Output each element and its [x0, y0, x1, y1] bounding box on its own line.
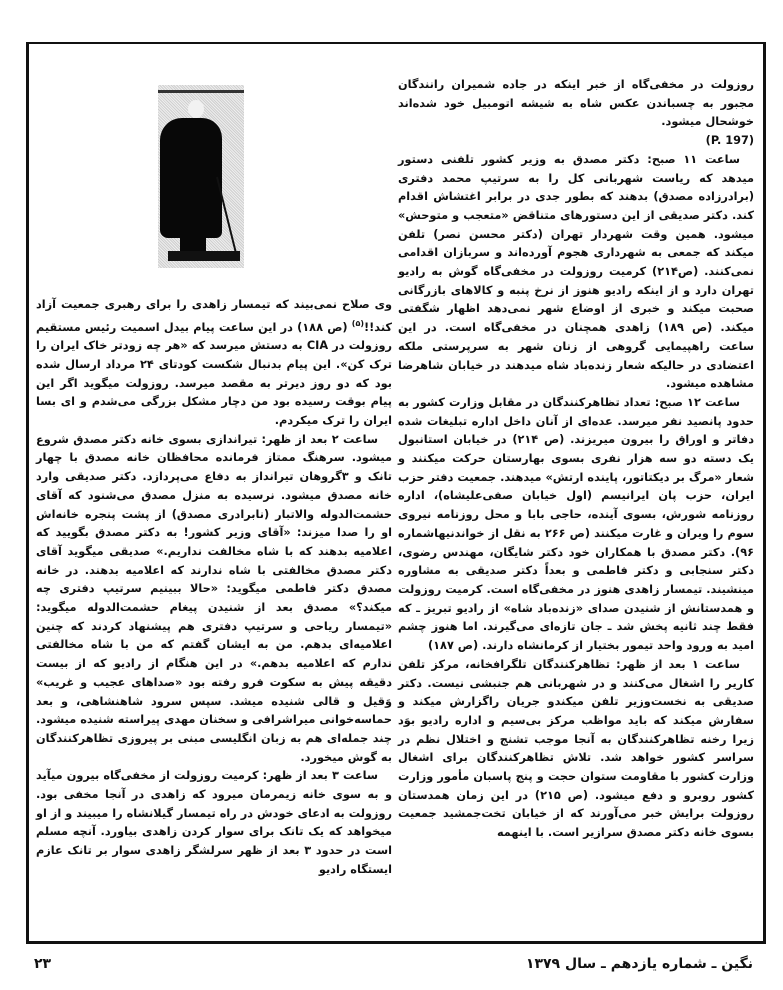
paragraph: ساعت ۱ بعد از ظهر: تظاهرکنندگان تلگرافخانه، مرکز تلفن کاریر را اشغال می‌کنند و در شهربانی هم جنبشی نیست. دکتر صدیقی به نخست‌وزیر تلفن میکندو جریان راگزارش میکند و سفارش میکند که باید مواظب مرکز بی‌سیم و اداره رادیو بوَد زیرا رخنه تظاهرکنندگان به آنجا موجب تشنج و اختلال نظم در سراسر کشور خواهد شد. تلاش تظاهرکنندگان برای اشغال وزارت کشور با مقاومت ستوان حجت و پنج پاسبان مأمور وزارت کشور روبرو و دفع میشود. (ص ۲۱۵) در این زمان همدستان روزولت برایش خبر می‌آورند که از خیابان تخت‌جمشید جمعیت بسوی خانه دکتر مصدق سرازیر است. با اینهمه [398, 657, 754, 840]
paragraph: روزولت در مخفی‌گاه از خبر اینکه در جاده شمیران رانندگان مجبور به چسباندن عکس شاه به شیشه اتومبیل خود شده‌اند خوشحال میشود. [398, 78, 754, 129]
page-number: ۲۳ [34, 956, 52, 972]
left-column [36, 296, 392, 880]
photo-ground-shadow [168, 251, 240, 261]
photo-figure-coat [160, 118, 222, 238]
paragraph: ساعت ۱۱ صبح: دکتر مصدق به وزیر کشور تلفنی دستور میدهد که ریاست شهربانی کل را به سرتیپ محمد دفتری (برادرزاده مصدق) بدهند که بطور جدی در برابر اغتشاش اقدام کند. دکتر صدیقی از این دستورهای متناقض «متعجب و متوحش» میشود. همین وقت شهردار تهران (دکتر محسن نصر) تلفن میکند که جمعی به شهرداری هجوم آورده‌اند و سربازان اقدامی نمی‌کنند. (ص۲۱۴) کرمیت روزولت در مخفی‌گاه گوش به رادیو تهران دارد و از اینکه رادیو هنوز از نرخ پنبه و کالاهای بازرگانی صحبت میکند و خبری از اوضاع شهر نمی‌دهد اظهار شگفتی میکند. (ص ۱۸۹) زاهدی همچنان در مخفی‌گاه است. در این ساعت راهپیمایی گروهی از زنان شهر به سرپرستی ملکه اعتضادی در حالیکه شعار زنده‌باد شاه میدهند در خیابان شاهرضا مشاهده میشود. [398, 152, 754, 391]
photo-figure-legs [180, 235, 206, 251]
footnote-marker[interactable]: (۵) [351, 318, 364, 328]
paragraph: ساعت ۳ بعد از ظهر: کرمیت روزولت از مخفی‌گاه بیرون میآید و به سوی خانه زیمرمان میرود که زاهدی در آنجا مخفی بود. روزولت به ادعای خودش در راه تیمسار گیلانشاه را میبیند و از او میخواهد که یک تانک برای سوار کردن زاهدی بیاورد. آنچه مسلم است در حدود ۳ بعد از ظهر سرلشگر زاهدی سوار بر تانک عازم ایستگاه رادیو [36, 769, 392, 876]
paragraph: ساعت ۲ بعد از ظهر: تیراندازی بسوی خانه دکتر مصدق شروع میشود. سرهنگ ممتاز فرمانده محافظان خانه مصدق با چهار تانک و ۳گروهان تیرانداز به دفاع می‌پردازد. دکتر صدیقی وارد خانه مصدق میشود. نرسیده به منزل مصدق می‌شنود که آقای حشمت‌الدوله والاتبار (نابرادری مصدق) از پشت پنجره خانه‌اش او را صدا میزند: «آقای وزیر کشور! به دکتر مصدق بگویید که اعلامیه بدهند که با شاه مخالفت نداریم.» صدیقی میگوید آقای دکتر مصدق مخالفتی با شاه ندارند که اعلامیه بدهند. در خانه مصدق دکتر فاطمی میگوید: «حالا ببینیم سرتیپ دفتری چه میکند؟» مصدق بعد از شنیدن پیغام حشمت‌الدوله میگوید: «تیمسار ریاحی و سرتیپ دفتری هم پیشنهاد کردند که چنین اعلامیه‌ای بدهم. من به ایشان گفتم که من با شاه مخالفتی ندارم که اعلامیه بدهم.» در این هنگام از رادیو که از بیست دقیقه پیش به سکوت فرو رفته بود «صداهای عجیب و غریب» وَقیل و قالی شنیده میشد. سپس سرود شاهنشاهی، و بعد حماسه‌خوانی میراشرافی و سخنان مهدی پیراسته شنیده میشود. چند جمله‌ای هم به زبان انگلیسی مبنی بر پیروزی تظاهرکنندگان به گوش میخورد. [36, 432, 392, 764]
right-column [398, 76, 754, 843]
acronym-cia: CIA [306, 339, 329, 353]
citation: (P. 197) [705, 134, 754, 148]
portrait-photo [158, 85, 244, 268]
photo-horizon [158, 90, 244, 93]
publication-footer: نگین ـ شماره یازدهم ـ سال ۱۳۷۹ [525, 956, 753, 972]
paragraph: ساعت ۱۲ صبح: تعداد تظاهرکنندگان در مقابل وزارت کشور به حدود پانصید نفر میرسد. عده‌ای از آنان داخل اداره تبلیغات شده دفاتر و اوراق را بیرون میریزند. (ص ۲۱۴) در خیابان استانبول یک دسته دو سه هزار نفری بسوی بهارستان حرکت میکنند و شعار «مرگ بر دیکتاتور، پاینده ارتش» میدهند. جمعیت دفتر حزب ایران، حزب پان ایرانیسم (اول خیابان صفی‌علیشاه)، اداره روزنامه شورش، بسوی آینده، حاجی بابا و محل روزنامه نیروی سوم را ویران و غارت میکنند (ص ۲۶۶ به نقل از خواندنیهاشماره ۹۶). دکتر مصدق با همکاران خود دکتر شایگان، مهندس رضوی، دکتر سنجابی و دکتر فاطمی و بعداً دکتر صدیقی به مشاوره مینشیند. تیمسار زاهدی هنوز در مخفی‌گاه است. کرمیت روزولت و همدستانش از شنیدن صدای «زنده‌باد شاه» از رادیو تبریز ـ که فقط چند ثانیه پخش شد ـ جان تازه‌ای می‌گیرند. اما هنوز چشم امید به ورود واحد تیمور بختیار از کرمانشاه دارند. (ص ۱۸۷) [398, 395, 754, 653]
paragraph: وی صلاح نمی‌بیند که تیمسار زاهدی را برای رهبری جمعیت آزاد کند!!$^{(۵)}$ (ص ۱۸۸) در این ساعت پیام بیدل اسمیت رئیس مستقیم روزولت در CIA به دستش میرسد که «هر چه زودتر خاک ایران را ترک کن». این پیام بدنبال شکست کودتای ۲۴ مرداد ارسال شده بود که دو روز دیرتر به مقصد میرسد. روزولت میگوید اگر این پیام بوقت رسیده بود من دچار مشکل بزرگی می‌شدم و ای بسا ایران را ترک میکردم. [36, 298, 392, 427]
photo-figure-head [188, 100, 204, 118]
